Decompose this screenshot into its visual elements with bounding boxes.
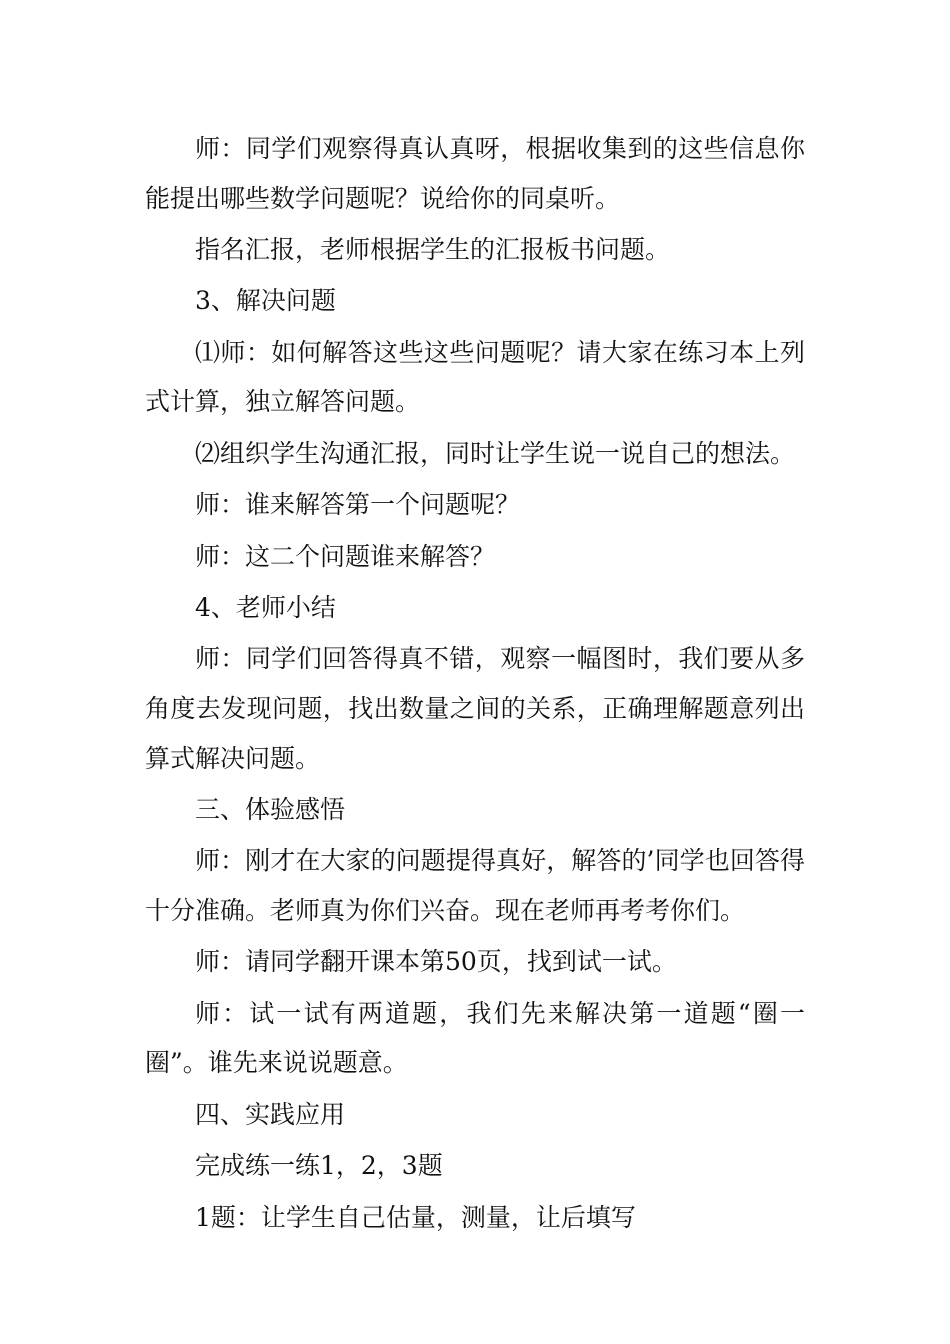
paragraph-step-2: ⑵组织学生沟通汇报，同时让学生说一说自己的想法。 — [195, 438, 796, 468]
paragraph-question-1: 1题：让学生自己估量，测量，让后填写 — [195, 1202, 636, 1232]
paragraph-teacher-observe: 师：同学们观察得真认真呀，根据收集到的这些信息你能提出哪些数学问题呢？说给你的同桌听。 — [145, 134, 805, 213]
paragraph-open-textbook: 师：请同学翻开课本第50页，找到试一试。 — [195, 947, 677, 977]
heading-solve-problems: 3、解决问题 — [195, 286, 336, 316]
paragraph-step-1: ⑴师：如何解答这些这些问题呢？请大家在练习本上列式计算，独立解答问题。 — [145, 337, 805, 417]
heading-experience: 三、体验感悟 — [195, 795, 346, 825]
heading-teacher-summary: 4、老师小结 — [195, 593, 336, 623]
paragraph-first-question: 师：谁来解答第一个问题呢？ — [195, 490, 521, 520]
document-body — [145, 124, 805, 1244]
paragraph-exercises: 完成练一练1，2，3题 — [195, 1151, 443, 1181]
paragraph-try-it: 师：试一试有两道题，我们先来解决第一道题“圈一圈”。谁先来说说题意。 — [145, 998, 805, 1078]
paragraph-summary: 师：同学们回答得真不错，观察一幅图时，我们要从多角度去发现问题，找出数量之间的关系，正确理解题意列出算式解决问题。 — [145, 644, 805, 773]
paragraph-second-question: 师：这二个问题谁来解答？ — [195, 541, 496, 571]
paragraph-praise: 师：刚才在大家的问题提得真好，解答的’同学也回答得十分准确。老师真为你们兴奋。现在老师再考考你们。 — [145, 846, 805, 926]
heading-practice: 四、实践应用 — [195, 1099, 346, 1129]
paragraph-report: 指名汇报，老师根据学生的汇报板书问题。 — [195, 235, 671, 264]
